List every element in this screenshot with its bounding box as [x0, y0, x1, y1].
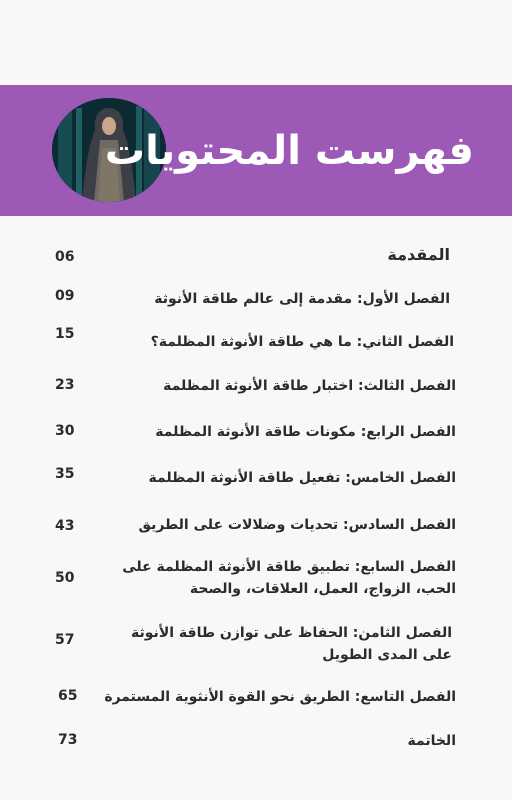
toc-title: الفصل الثالث: اختبار طاقة الأنوثة المظلمة: [163, 378, 456, 394]
toc-title-line1: الفصل السابع: تطبيق طاقة الأنوثة المظلمة على: [122, 559, 456, 575]
toc-page-number: 15: [55, 326, 75, 342]
toc-title-line2: على المدى الطويل: [322, 647, 452, 663]
toc-title: الفصل الثاني: ما هي طاقة الأنوثة المظلمة؟: [150, 334, 454, 350]
toc-page-number: 65: [58, 688, 78, 704]
toc-title: الخاتمة: [407, 733, 456, 749]
toc-page-number: 43: [55, 518, 75, 534]
toc-title-line2: الحب، الزواج، العمل، العلاقات، والصحة: [189, 581, 456, 597]
toc-title: المقدمة: [387, 245, 450, 264]
toc-title-line1: الفصل الثامن: الحفاظ على توازن طاقة الأنوثة: [131, 625, 452, 641]
toc-page-number: 23: [55, 377, 75, 393]
toc-page-number: 30: [55, 423, 75, 439]
toc-page-number: 09: [55, 288, 75, 304]
toc-title: الفصل الخامس: تفعيل طاقة الأنوثة المظلمة: [148, 470, 456, 486]
toc-title: الفصل السادس: تحديات وضلالات على الطريق: [138, 517, 456, 533]
toc-title: الفصل التاسع: الطريق نحو القوة الأنثوية المستمرة: [104, 689, 456, 705]
toc-title: الفصل الرابع: مكونات طاقة الأنوثة المظلمة: [155, 424, 456, 440]
toc-title: الفصل الأول: مقدمة إلى عالم طاقة الأنوثة: [154, 291, 450, 307]
toc-page-number: 35: [55, 466, 75, 482]
header-banner: [0, 85, 512, 216]
toc-page-number: 73: [58, 732, 78, 748]
page-title: فهرست المحتويات: [104, 127, 474, 174]
toc-page-number: 06: [55, 249, 75, 265]
toc-page-number: 50: [55, 570, 75, 586]
toc-page-number: 57: [55, 632, 75, 648]
